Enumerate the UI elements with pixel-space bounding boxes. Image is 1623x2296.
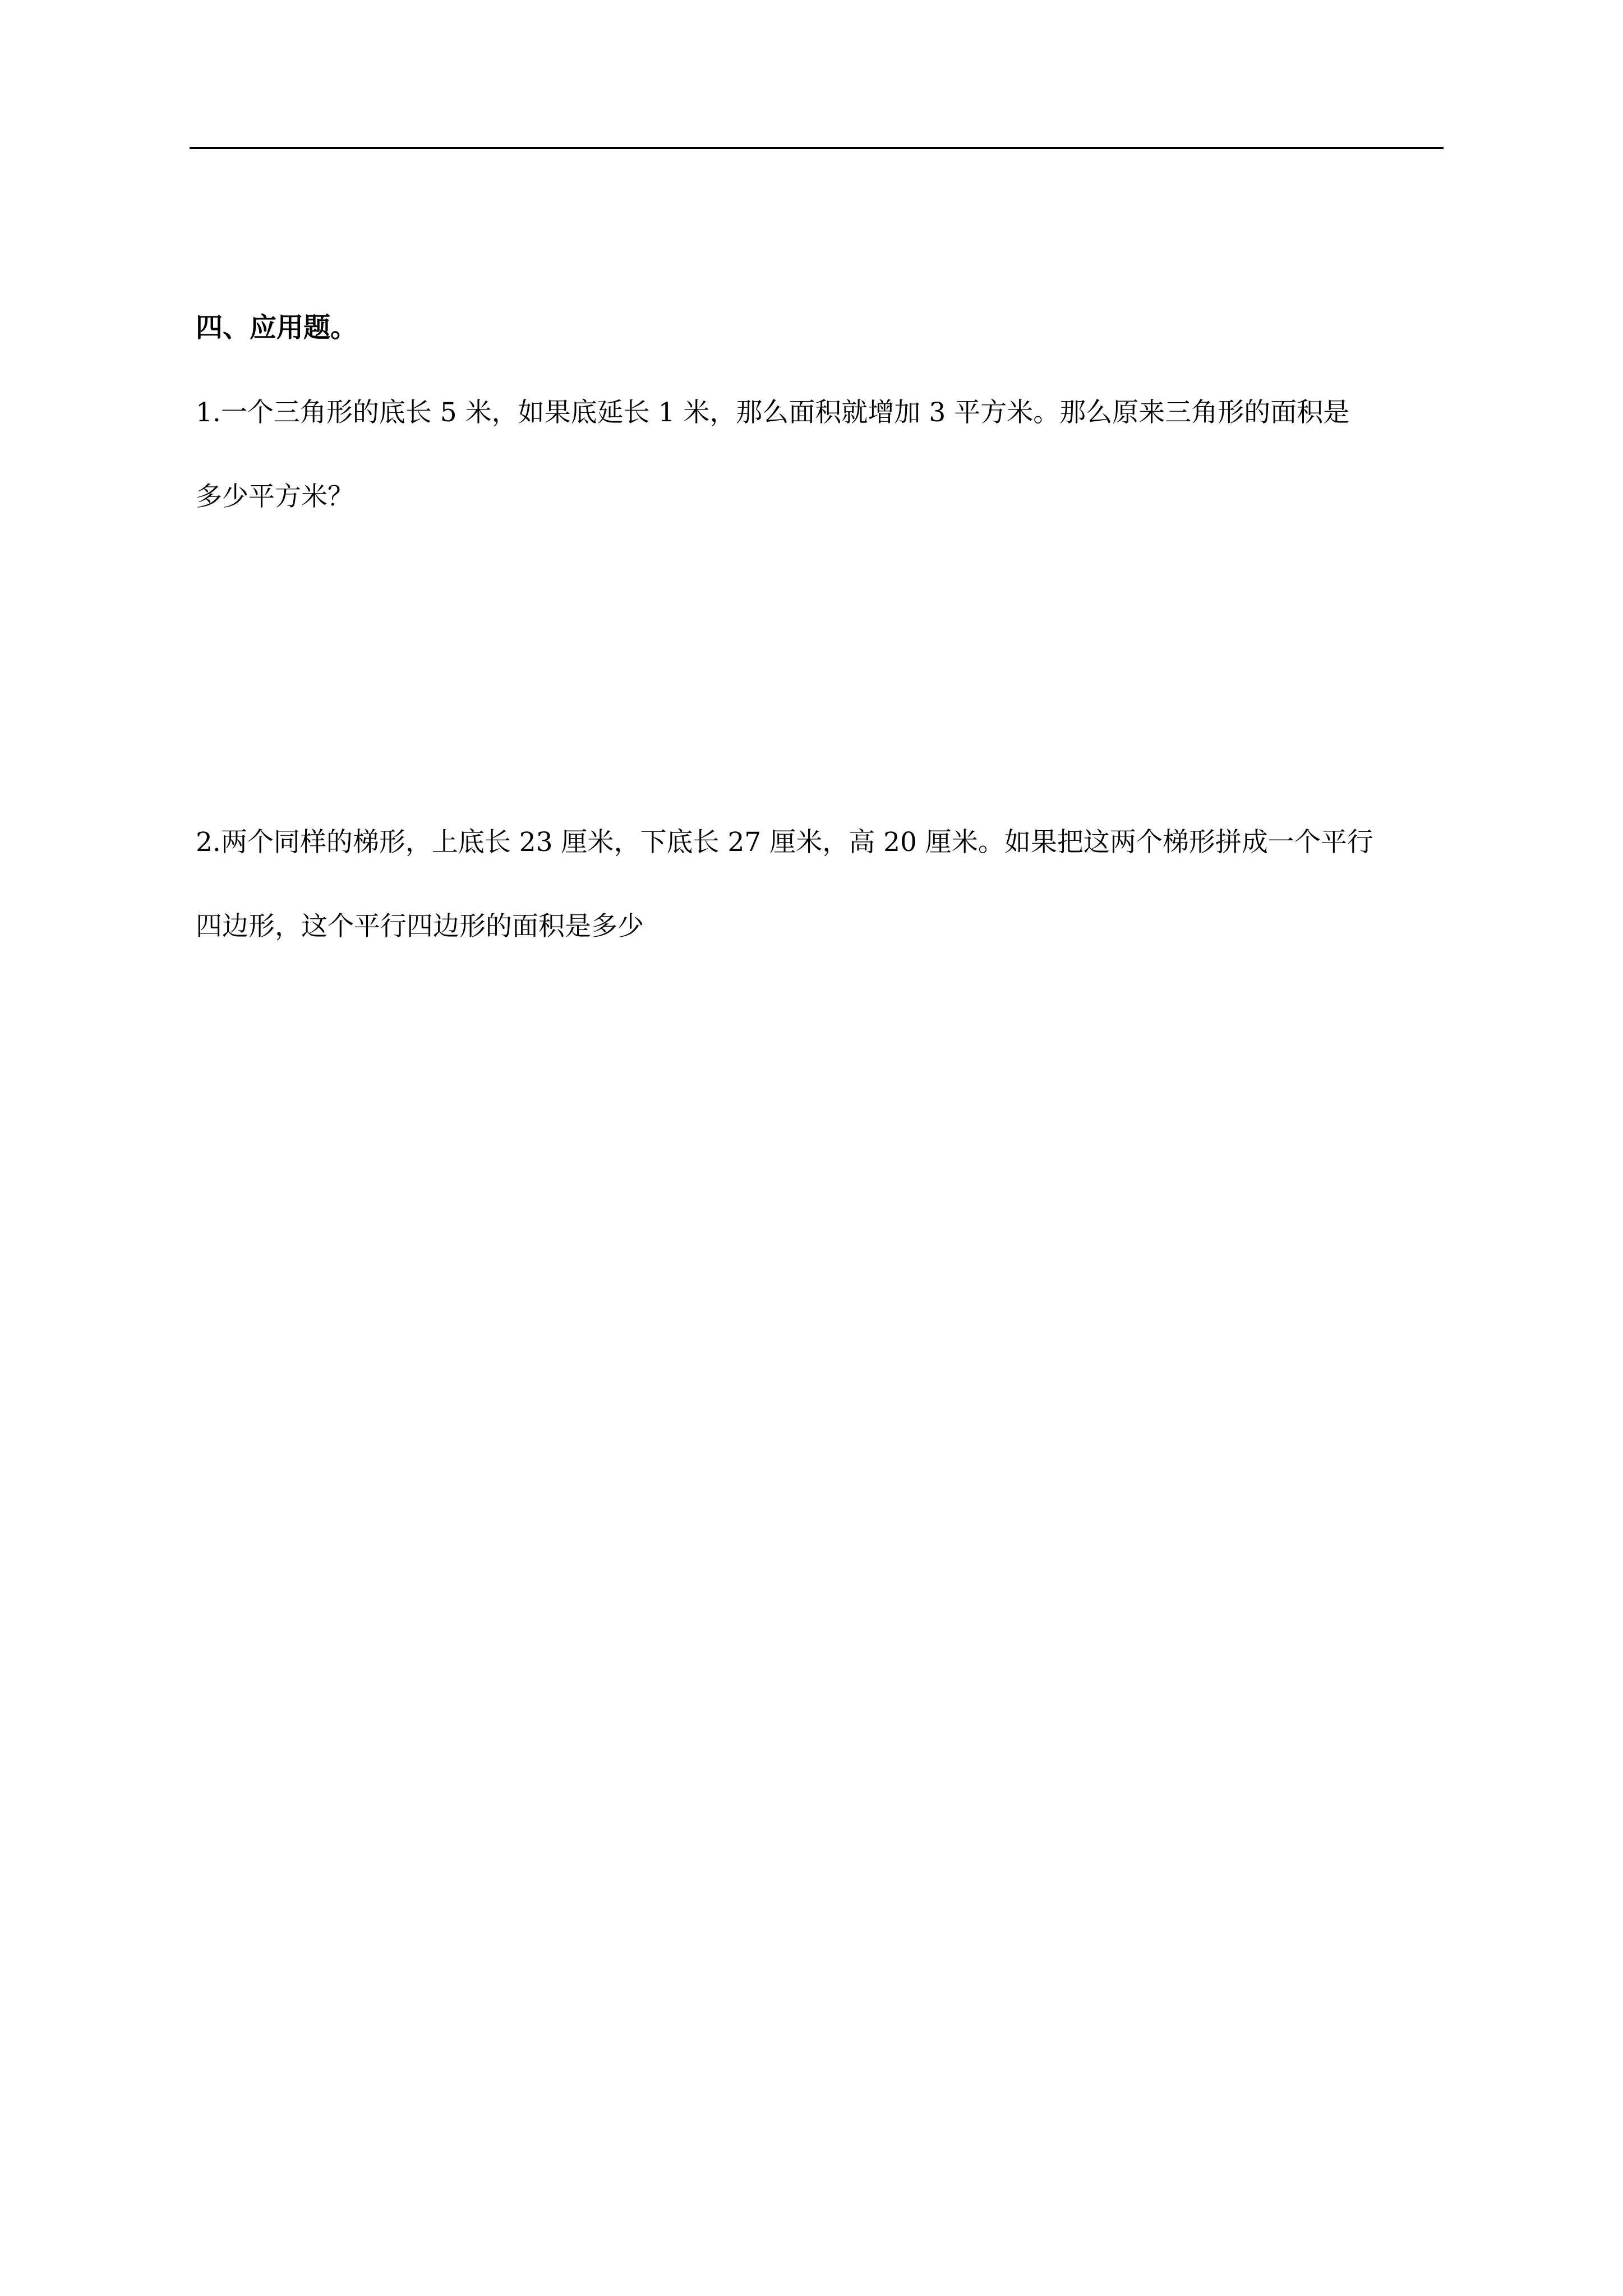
header-rule: [190, 147, 1444, 149]
question-1-line-1: 1.一个三角形的底长 5 米，如果底延长 1 米，那么面积就增加 3 平方米。那么原来三角形的面积是: [196, 397, 1350, 428]
question-2-line-1: 2.两个同样的梯形，上底长 23 厘米，下底长 27 厘米，高 20 厘米。如果把这两个梯形拼成一个平行: [196, 827, 1373, 858]
section-heading: 四、应用题。: [196, 312, 358, 343]
question-1-line-2: 多少平方米？: [196, 481, 354, 512]
question-2-line-2: 四边形，这个平行四边形的面积是多少: [196, 911, 644, 942]
